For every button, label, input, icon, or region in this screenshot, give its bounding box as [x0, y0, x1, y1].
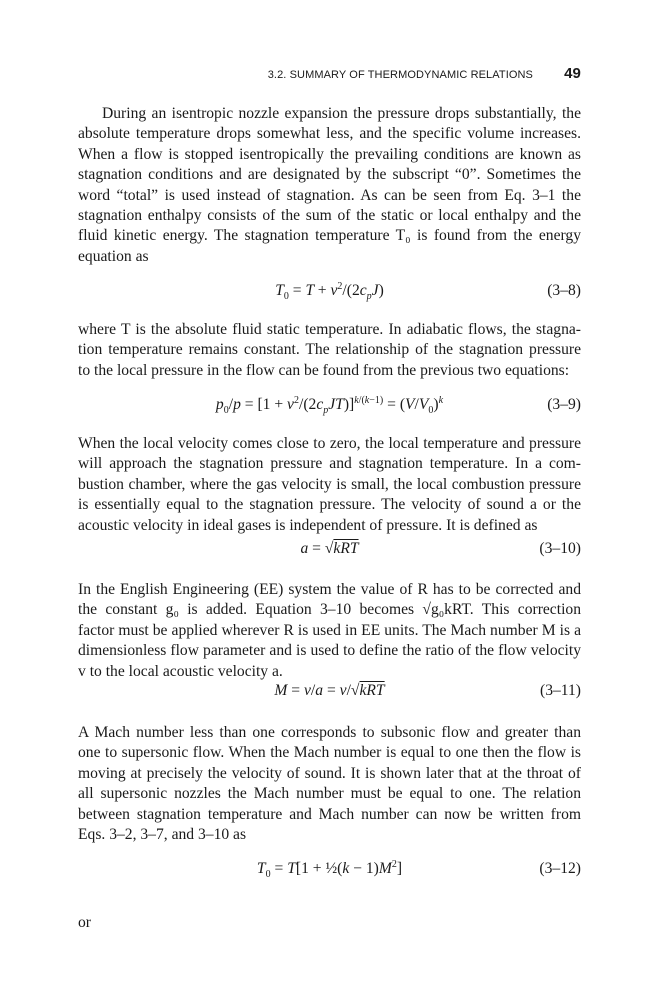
- section-title: 3.2. SUMMARY OF THERMODYNAMIC RELATIONS: [267, 69, 533, 81]
- text-line: A Mach number less than one corresponds to subsonic flow and greater than: [78, 724, 581, 741]
- text-line: between stagnation temperature and Mach number can now be written from: [78, 805, 581, 823]
- page-number: 49: [564, 65, 581, 82]
- text-line: will approach the stagnation pressure and stagnation temperature. In a com-: [78, 455, 581, 473]
- text-line: In the English Engineering (EE) system the value of R has to be corrected and: [78, 581, 581, 598]
- text-line: absolute temperature drops somewhat less, and the specific volume increases.: [78, 125, 581, 143]
- text-line: During an isentropic nozzle expansion the pressure drops substantially, the: [102, 105, 581, 122]
- paragraph-3: [78, 434, 581, 536]
- textbook-page: [78, 0, 581, 992]
- text-line: fluid kinetic energy. The stagnation temperature T₀ is found from the energy: [78, 227, 581, 245]
- equation-body: a = √kRT: [300, 540, 359, 557]
- text-line: tion temperature remains constant. The relationship of the stagnation pressure: [78, 341, 581, 359]
- equation-number: (3–8): [547, 282, 581, 299]
- paragraph-5: [78, 723, 581, 845]
- paragraph-4: [78, 580, 581, 682]
- equation-number: (3–12): [539, 860, 581, 877]
- text-line: When a flow is stopped isentropically the prevailing conditions are known as: [78, 145, 581, 163]
- text-line: dimensionless flow parameter and is used to define the ratio of the flow velocity: [78, 642, 581, 660]
- equation-number: (3–10): [539, 540, 581, 557]
- text-line: all supersonic nozzles the Mach number must be equal to one. The relation: [78, 785, 581, 803]
- text-line: Eqs. 3–2, 3–7, and 3–10 as: [78, 826, 247, 844]
- equation-body: $T_0 = T[1$ + ½(k − $1)M^2$]: [256, 858, 403, 881]
- text-line: one to supersonic flow. When the Mach number is equal to one then the flow is: [78, 744, 581, 762]
- text-line: equation as: [78, 247, 149, 265]
- text-line: When the local velocity comes close to zero, the local temperature and pressure: [78, 435, 581, 452]
- text-line: word “total” is used instead of stagnation. As can be seen from Eq. 3–1 the: [78, 186, 581, 204]
- text-line: or: [78, 914, 91, 931]
- text-line: stagnation conditions and are designated by the subscript “0”. Sometimes the: [78, 166, 581, 184]
- equation-3-8: [78, 282, 581, 306]
- text-line: stagnation enthalpy consists of the sum of the static or local enthalpy and the: [78, 207, 581, 225]
- paragraph-2: [78, 320, 581, 381]
- text-line: moving at precisely the velocity of sound. It is shown later that at the throat of: [78, 764, 581, 782]
- equation-number: (3–9): [547, 396, 581, 413]
- text-line: v to the local acoustic velocity a.: [78, 662, 283, 680]
- equation-3-11: [78, 682, 581, 706]
- equation-body: M = v/a = v/√kRT: [274, 682, 385, 699]
- equation-3-10: [78, 540, 581, 564]
- text-line: to the local pressure in the flow can be found from the previous two equations:: [78, 361, 570, 379]
- equation-number: (3–11): [540, 682, 581, 699]
- text-line: is essentially equal to the stagnation pressure. The velocity of sound a or the: [78, 496, 581, 514]
- running-header: [78, 64, 581, 84]
- text-line: bustion chamber, where the gas velocity is small, the local combustion pressure: [78, 475, 581, 493]
- equation-3-9: [78, 396, 581, 420]
- text-line: factor must be applied wherever R is used in EE units. The Mach number M is a: [78, 621, 581, 639]
- paragraph-1: [78, 104, 581, 267]
- equation-3-12: [78, 860, 581, 884]
- text-line: acoustic velocity in ideal gases is independent of pressure. It is defined as: [78, 516, 538, 534]
- equation-body: $p_0/p = [1 + v^2/(2c_pJT)]^{k/(k-1)} = (V/V_0)^k$: [215, 394, 444, 417]
- trailing-word: [78, 913, 581, 933]
- text-line: where T is the absolute fluid static temperature. In adiabatic flows, the stagna-: [78, 321, 581, 338]
- text-line: the constant g₀ is added. Equation 3–10 becomes √g₀kRT. This correction: [78, 601, 581, 619]
- equation-body: $T_0 = T + v^2/(2c_pJ)$: [275, 280, 384, 303]
